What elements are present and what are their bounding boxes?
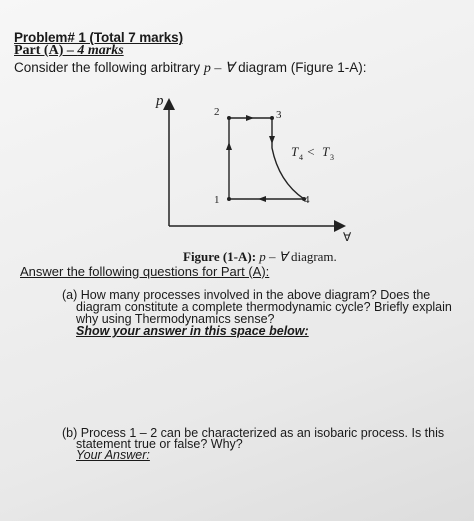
process-1-2-arrow [226, 142, 232, 150]
pv-diagram [140, 88, 370, 248]
intro-text-after: diagram (Figure 1-A): [234, 60, 367, 75]
question-a-text: How many processes involved in the above diagram? Does the diagram constitute a complete thermodynamic cycle? Briefly explain why using Thermodynamics sense? [76, 288, 452, 326]
x-axis-label: ∀ [343, 230, 352, 244]
question-a [62, 289, 462, 337]
temperature-annotation [291, 144, 334, 162]
question-b-body [62, 426, 467, 451]
part-a-intro [14, 60, 366, 77]
question-a-body [62, 288, 462, 326]
state-point-3 [270, 116, 274, 120]
process-4-1-arrow [258, 196, 266, 202]
point-label-4: 4 [304, 194, 310, 206]
process-3-4-arrow [269, 136, 275, 144]
state-point-2 [227, 116, 231, 120]
state-point-1 [227, 197, 231, 201]
annotation-sub-4: 4 [299, 153, 303, 162]
annotation-t4: T [291, 144, 299, 159]
figure-caption [183, 249, 337, 265]
annotation-sub-3: 3 [330, 153, 334, 162]
intro-math: p – ∀ [203, 61, 235, 76]
part-a-heading [14, 43, 124, 59]
question-a-label: (a) [62, 288, 78, 302]
question-b [62, 428, 467, 461]
point-label-1: 1 [214, 194, 220, 206]
y-axis-label: p [156, 93, 164, 109]
process-2-3-arrow [246, 115, 254, 121]
annotation-t3: T [322, 144, 330, 159]
figure-caption-label: Figure (1-A): [183, 249, 257, 264]
part-a-heading-prefix: Part (A) – [14, 43, 78, 58]
part-a-marks: 4 marks [77, 43, 124, 58]
figure-caption-math: p – ∀ [256, 249, 288, 264]
question-b-instruction: Your Answer: [76, 448, 150, 462]
annotation-relation: < [304, 144, 318, 159]
intro-text-before: Consider the following arbitrary [14, 60, 204, 75]
point-label-2: 2 [214, 106, 220, 118]
figure-caption-rest: diagram. [287, 249, 337, 264]
question-b-text: Process 1 – 2 can be characterized as an isobaric process. Is this statement true or false? Why? [76, 426, 445, 451]
question-a-instruction: Show your answer in this space below: [76, 324, 309, 338]
problem-title: Problem# 1 (Total 7 marks) [14, 30, 183, 45]
answer-heading: Answer the following questions for Part (A): [20, 264, 270, 279]
question-b-label: (b) [62, 426, 78, 440]
point-label-3: 3 [276, 109, 282, 121]
